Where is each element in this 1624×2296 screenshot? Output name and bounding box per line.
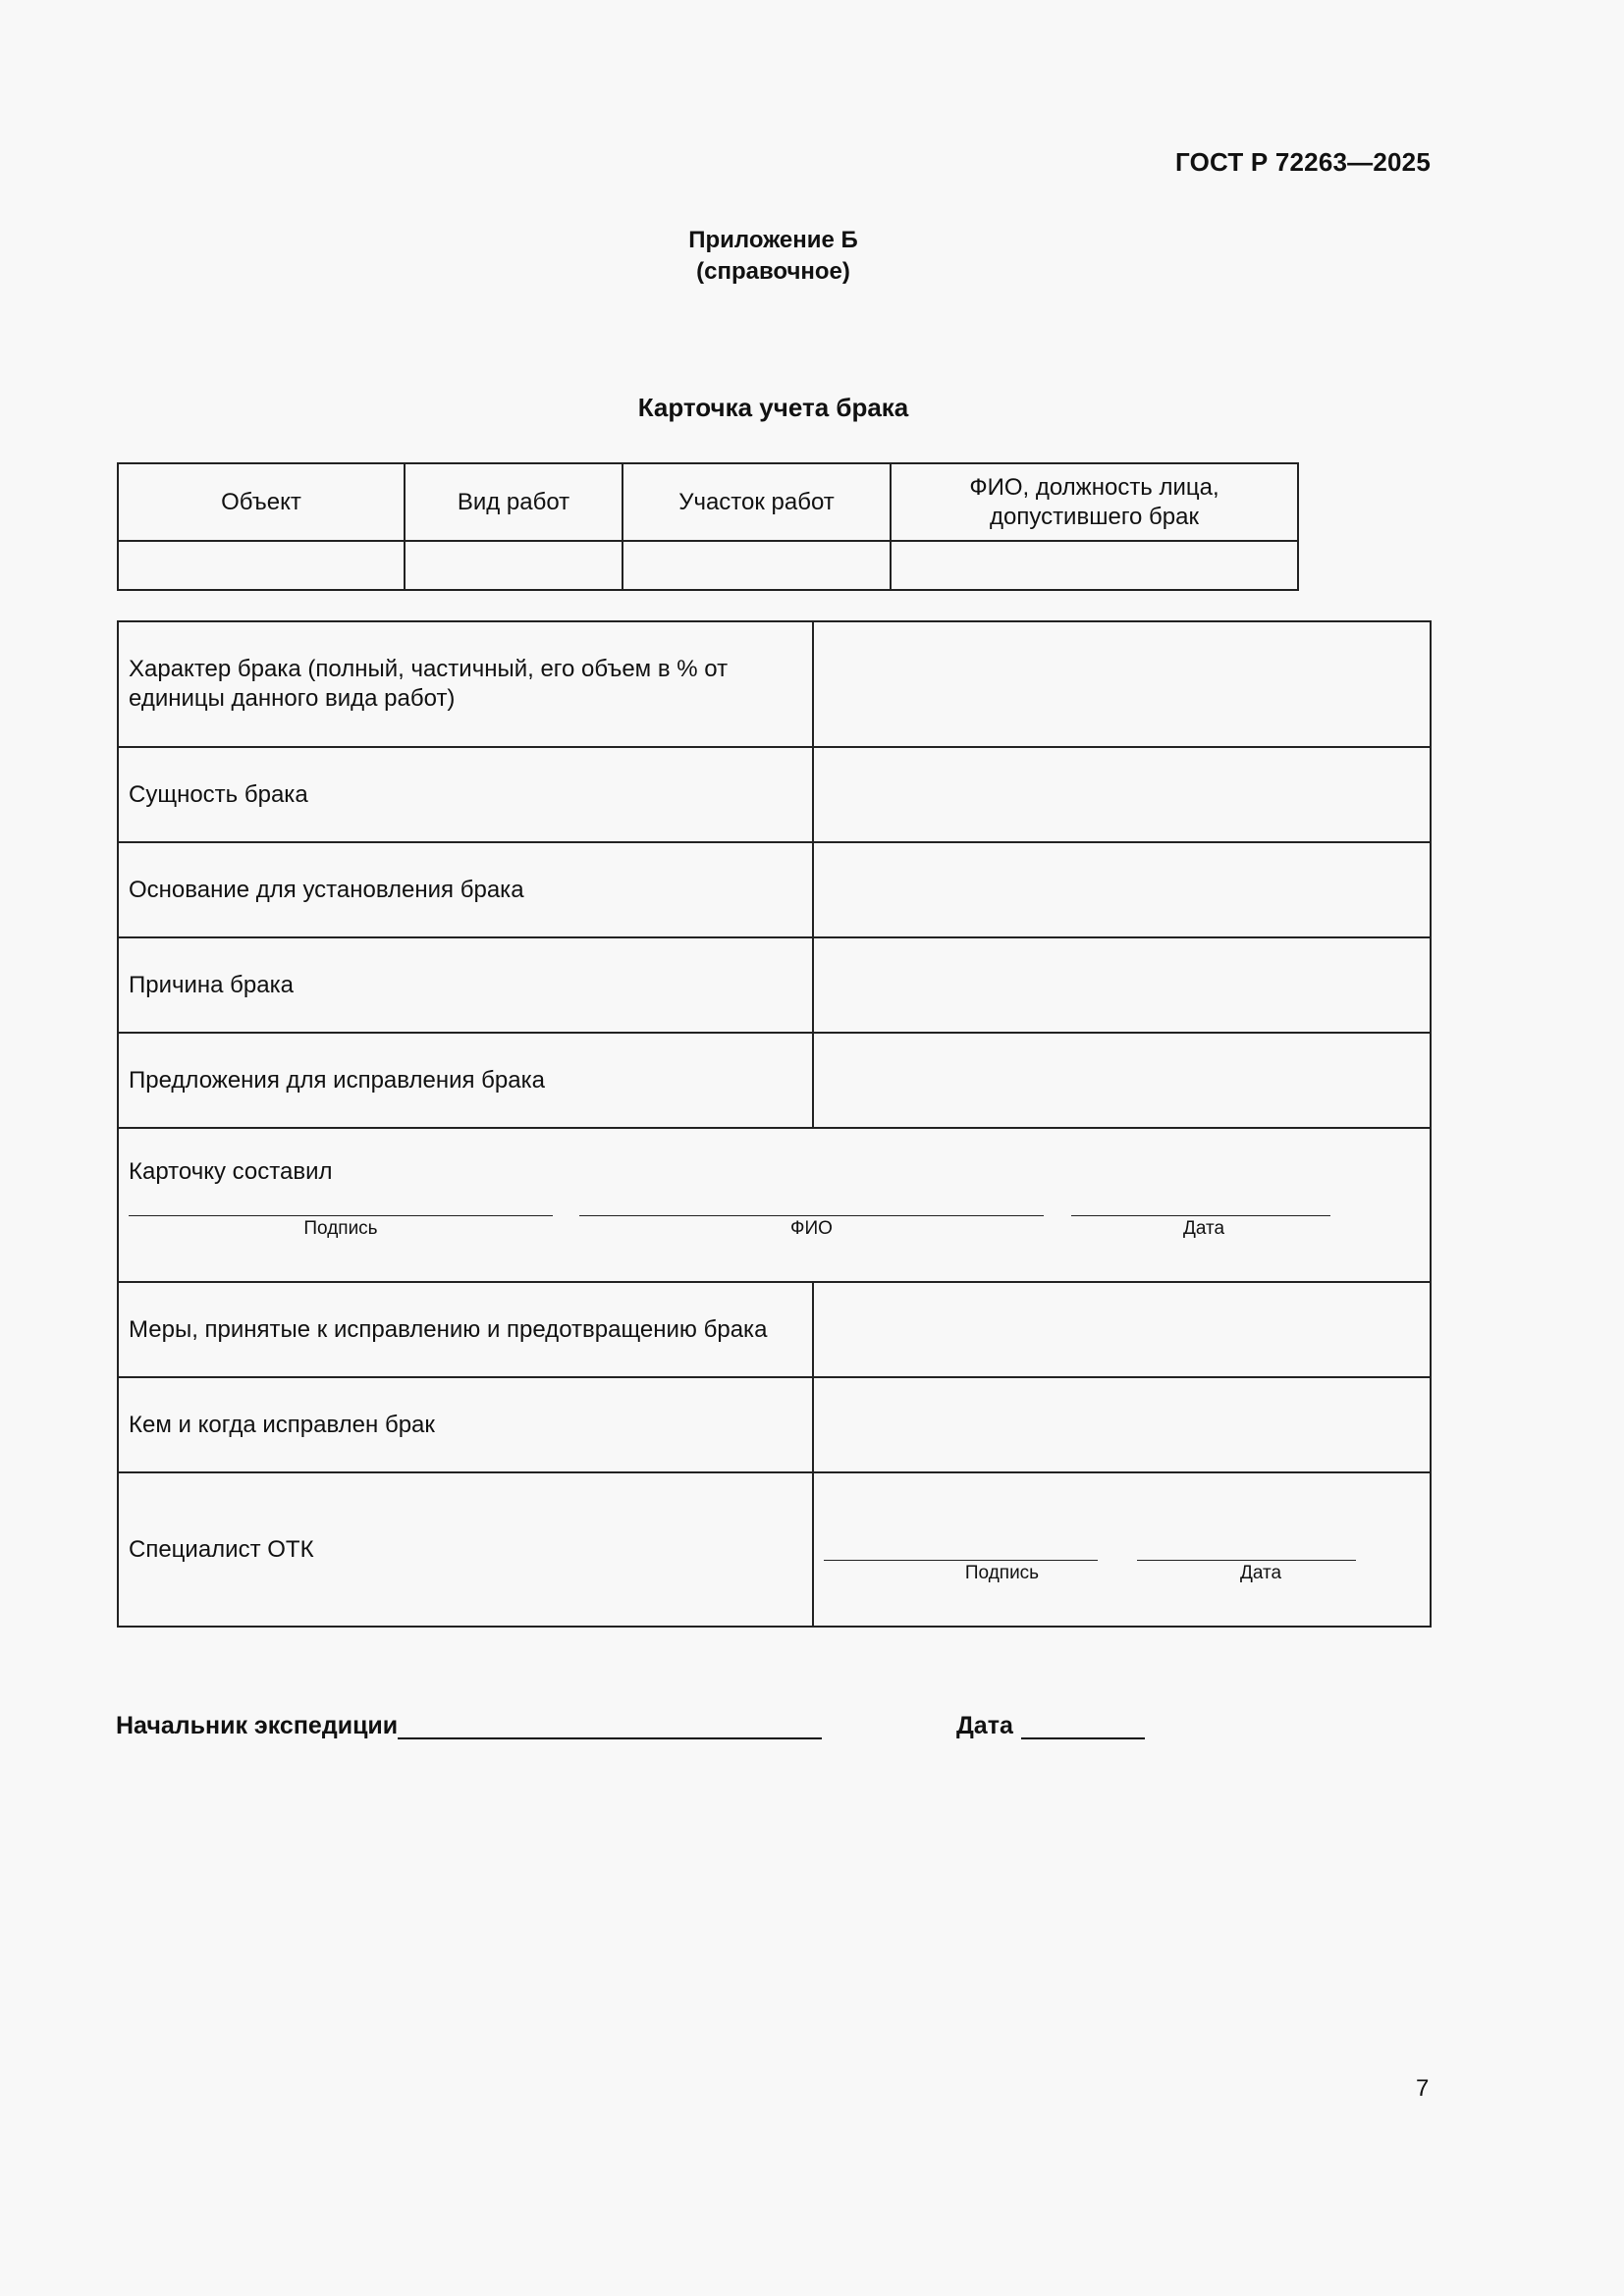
card-title: Карточка учета брака bbox=[637, 393, 909, 422]
composer-label: Карточку составил bbox=[129, 1158, 333, 1185]
appendix-type: (справочное) bbox=[696, 258, 850, 285]
table-row bbox=[118, 1377, 1431, 1472]
document-code: ГОСТ Р 72263—2025 bbox=[1175, 147, 1431, 177]
blank-cell-object bbox=[118, 541, 405, 590]
value-cell-corrected-by bbox=[813, 1377, 1431, 1472]
qc-date-line bbox=[1137, 1560, 1356, 1561]
blank-cell-responsible-person bbox=[891, 541, 1298, 590]
qc-signature-caption: Подпись bbox=[964, 1563, 1040, 1583]
composer-name-line bbox=[579, 1215, 1044, 1216]
qc-specialist-signature-cell bbox=[813, 1472, 1431, 1627]
row-label-qc-specialist: Специалист ОТК bbox=[118, 1472, 813, 1627]
table-row bbox=[118, 1128, 1431, 1282]
value-cell-defect-cause bbox=[813, 937, 1431, 1033]
composer-signature-caption: Подпись bbox=[303, 1218, 378, 1239]
defect-card-table bbox=[117, 620, 1432, 1628]
row-label-correction-proposals: Предложения для исправления брака bbox=[118, 1033, 813, 1128]
footer-date-label: Дата bbox=[956, 1712, 1013, 1739]
column-header-work-type: Вид работ bbox=[405, 463, 623, 541]
row-label-defect-nature: Характер брака (полный, частичный, его объем в % от единицы данного вида работ) bbox=[118, 621, 813, 747]
header-table-blank-row bbox=[118, 541, 1298, 590]
row-label-measures-taken: Меры, принятые к исправлению и предотвращению брака bbox=[118, 1282, 813, 1377]
table-row bbox=[118, 1472, 1431, 1627]
appendix-title: Приложение Б bbox=[688, 227, 858, 253]
value-cell-defect-basis bbox=[813, 842, 1431, 937]
row-label-defect-cause: Причина брака bbox=[118, 937, 813, 1033]
qc-date-caption: Дата bbox=[1239, 1563, 1282, 1583]
blank-cell-work-site bbox=[623, 541, 891, 590]
table-row bbox=[118, 747, 1431, 842]
composer-date-line bbox=[1071, 1215, 1330, 1216]
column-header-object: Объект bbox=[118, 463, 405, 541]
value-cell-measures-taken bbox=[813, 1282, 1431, 1377]
expedition-chief-signature-line bbox=[398, 1737, 822, 1739]
value-cell-correction-proposals bbox=[813, 1033, 1431, 1128]
table-row bbox=[118, 621, 1431, 747]
footer-date-line bbox=[1021, 1737, 1145, 1739]
qc-signature-line bbox=[824, 1560, 1098, 1561]
row-label-corrected-by: Кем и когда исправлен брак bbox=[118, 1377, 813, 1472]
table-row bbox=[118, 937, 1431, 1033]
expedition-chief-label: Начальник экспедиции bbox=[116, 1712, 399, 1739]
blank-cell-work-type bbox=[405, 541, 623, 590]
composer-signature-cell bbox=[118, 1128, 1431, 1282]
row-label-defect-essence: Сущность брака bbox=[118, 747, 813, 842]
header-table bbox=[117, 462, 1299, 591]
table-row bbox=[118, 1282, 1431, 1377]
page-number: 7 bbox=[1416, 2075, 1430, 2102]
table-row bbox=[118, 842, 1431, 937]
column-header-responsible-person: ФИО, должность лица, допустившего брак bbox=[891, 463, 1298, 541]
value-cell-defect-essence bbox=[813, 747, 1431, 842]
header-table-header-row bbox=[118, 463, 1298, 541]
composer-name-caption: ФИО bbox=[790, 1218, 833, 1239]
value-cell-defect-nature bbox=[813, 621, 1431, 747]
composer-signature-line bbox=[129, 1215, 553, 1216]
composer-date-caption: Дата bbox=[1182, 1218, 1225, 1239]
row-label-defect-basis: Основание для установления брака bbox=[118, 842, 813, 937]
table-row bbox=[118, 1033, 1431, 1128]
column-header-work-site: Участок работ bbox=[623, 463, 891, 541]
